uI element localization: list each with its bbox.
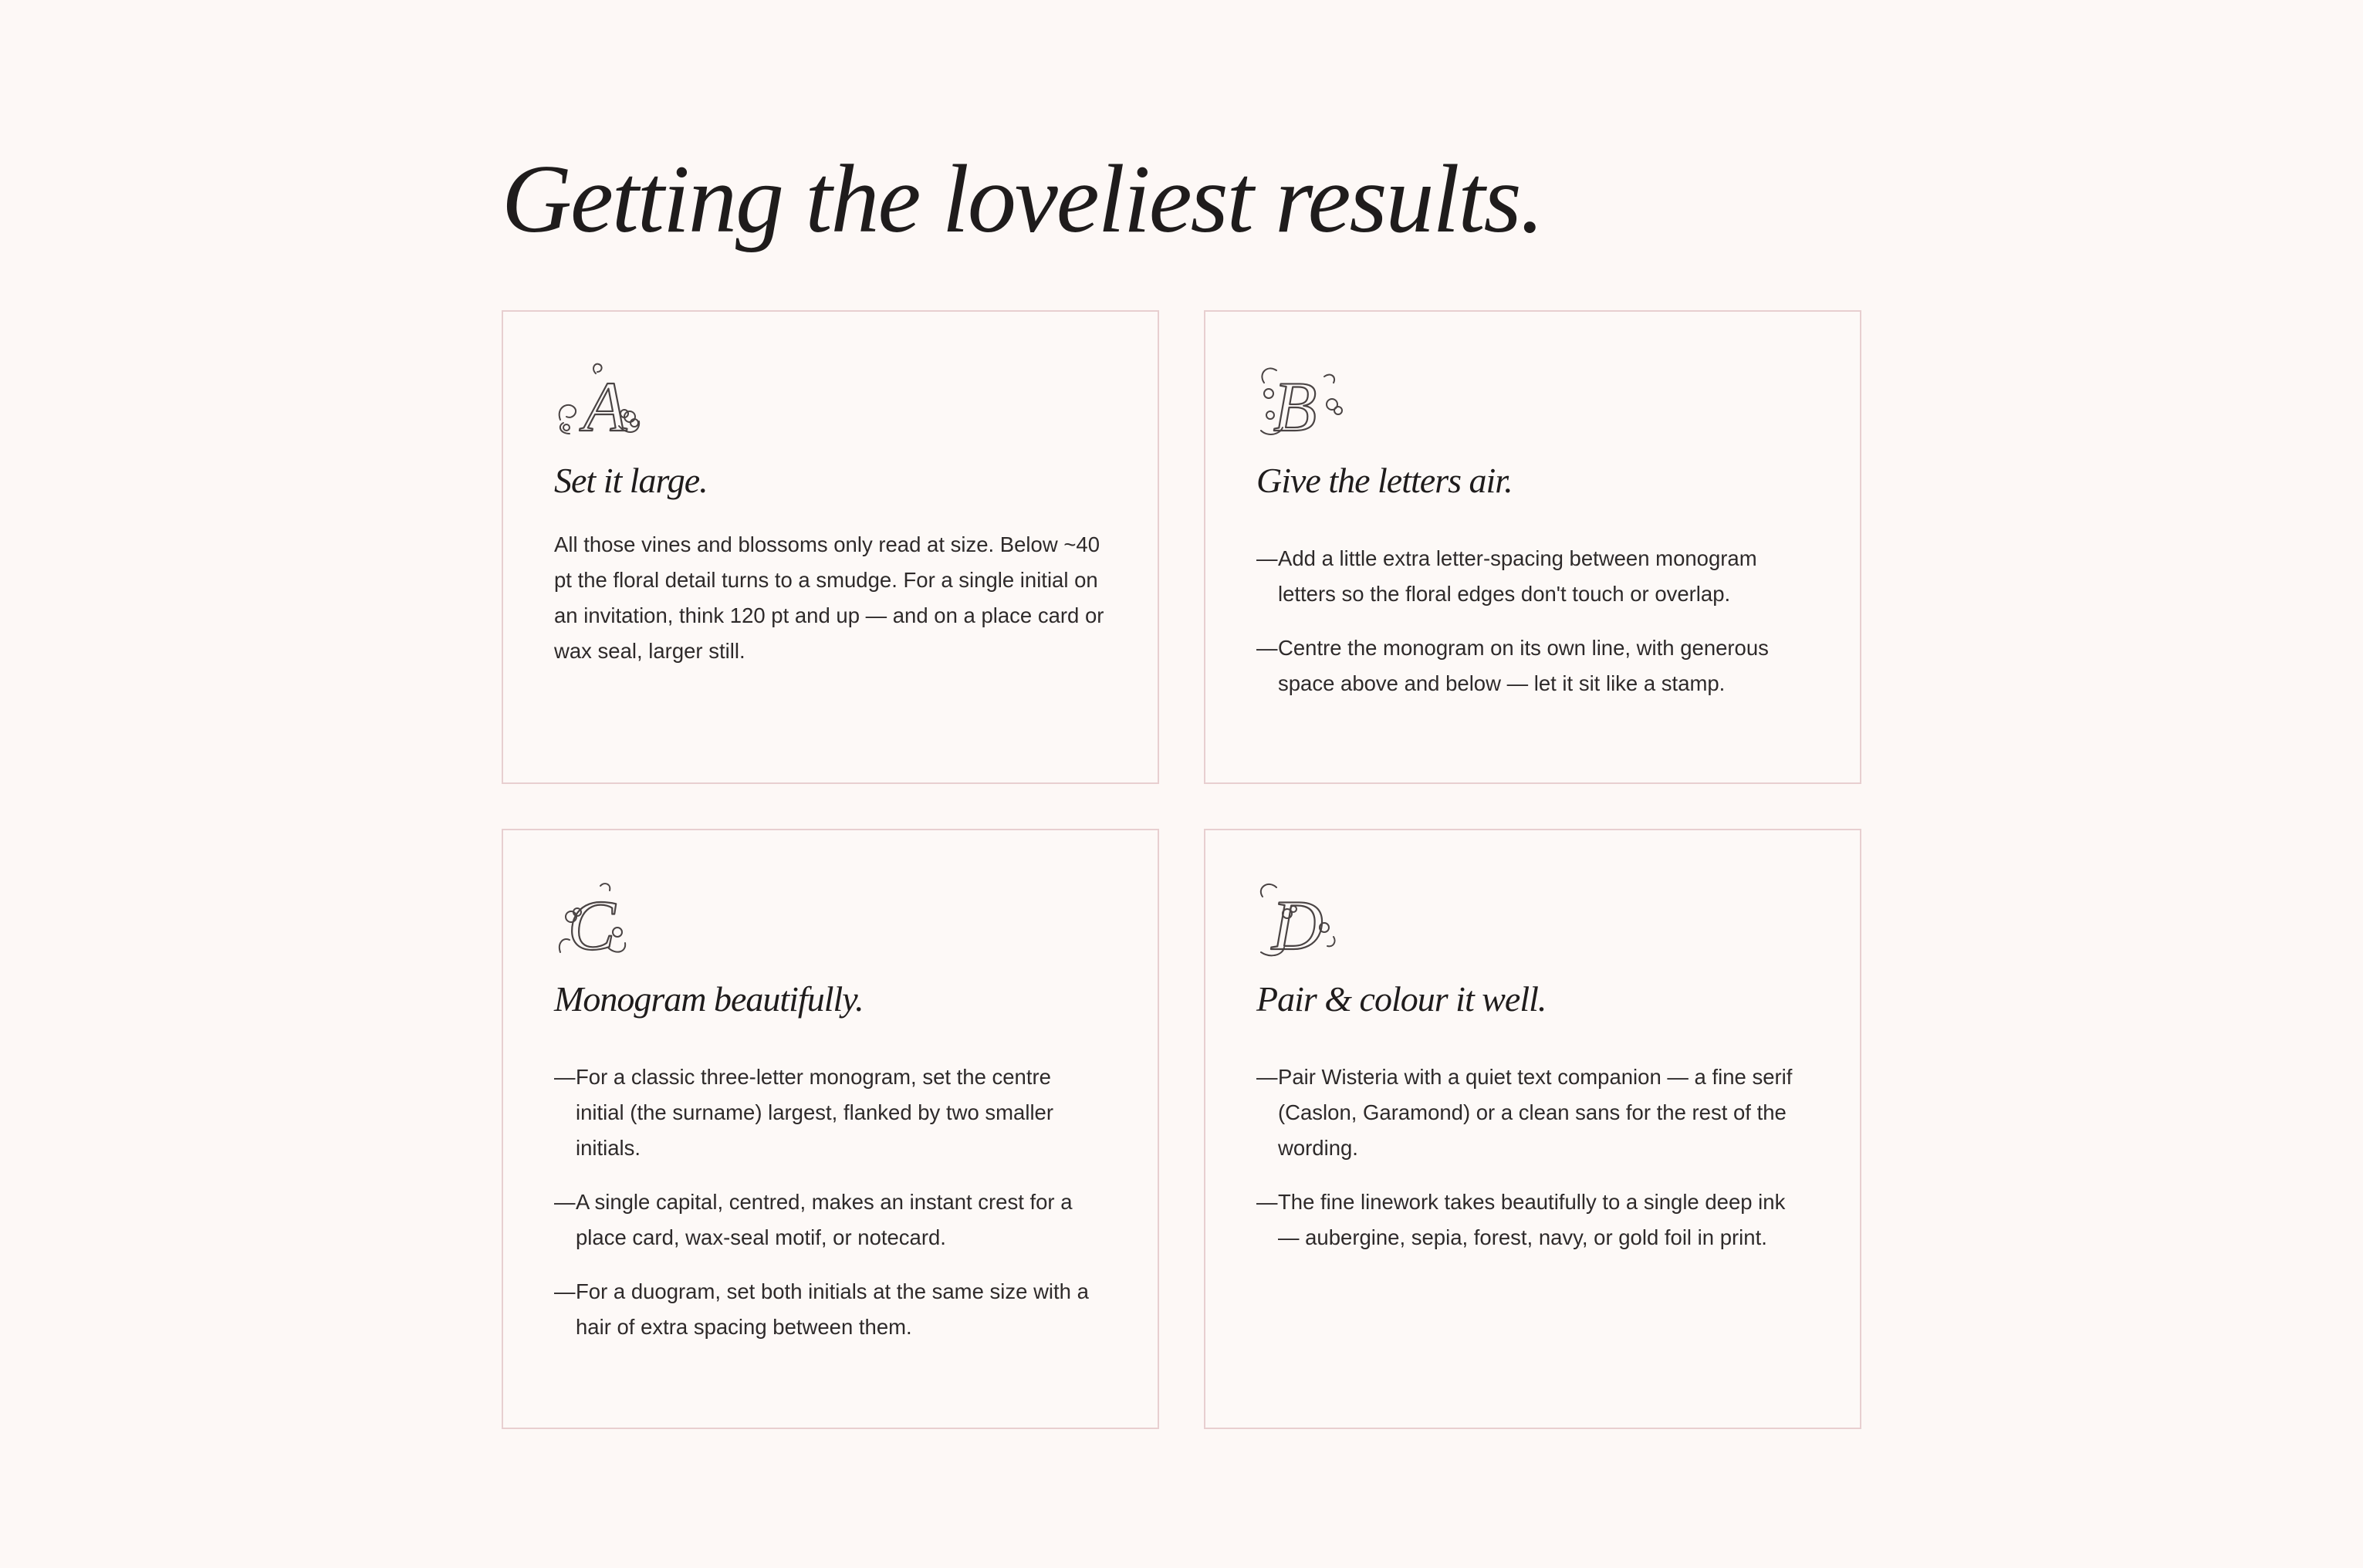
list-item [554, 1184, 1104, 1255]
floral-monogram-d-icon [1256, 878, 1347, 958]
card-title: Set it large. [554, 461, 708, 500]
list-item-text: Add a little extra letter-spacing between monogram letters so the floral edges don't touch or overlap. [1278, 546, 1757, 606]
bullet-dash: — [1256, 635, 1278, 660]
bullet-dash: — [554, 1279, 576, 1303]
tip-card-pair-and-colour [1204, 829, 1861, 1429]
svg-text:A: A [583, 367, 627, 440]
card-title: Pair & colour it well. [1256, 979, 1547, 1019]
tip-list [1256, 541, 1806, 701]
list-item-text: For a duogram, set both initials at the same size with a hair of extra spacing between them. [576, 1279, 1089, 1339]
page-title: Getting the loveliest results. [502, 146, 1543, 253]
svg-text:C: C [568, 886, 616, 958]
bullet-dash: — [1256, 1189, 1278, 1214]
tips-grid [502, 310, 1861, 1429]
floral-monogram-a-icon [554, 360, 645, 440]
tip-card-set-it-large [502, 310, 1159, 784]
list-item [554, 1274, 1104, 1345]
list-item-text: Centre the monogram on its own line, with generous space above and below — let it sit like a stamp. [1278, 635, 1769, 695]
card-title: Monogram beautifully. [554, 979, 864, 1019]
svg-text:D: D [1272, 886, 1323, 958]
tip-list [554, 1059, 1104, 1345]
bullet-dash: — [554, 1064, 576, 1089]
card-title: Give the letters air. [1256, 461, 1513, 500]
floral-monogram-b-icon [1256, 360, 1347, 440]
list-item-text: A single capital, centred, makes an instant crest for a place card, wax-seal motif, or notecard. [576, 1189, 1073, 1249]
list-item [1256, 630, 1806, 701]
bullet-dash: — [1256, 1064, 1278, 1089]
list-item-text: Pair Wisteria with a quiet text companion — a fine serif (Caslon, Garamond) or a clean sans for the rest of the wording. [1278, 1064, 1793, 1160]
tip-card-monogram-beautifully [502, 829, 1159, 1429]
card-body-text: All those vines and blossoms only read at size. Below ~40 pt the floral detail turns to a smudge. For a single initial on an invitation, think 120 pt and up — and on a place card or wax seal, larger still. [554, 532, 1104, 663]
svg-text:B: B [1273, 367, 1317, 440]
bullet-dash: — [554, 1189, 576, 1214]
list-item [1256, 541, 1806, 612]
bullet-dash: — [1256, 546, 1278, 570]
list-item [554, 1059, 1104, 1166]
tip-list [1256, 1059, 1806, 1255]
list-item [1256, 1059, 1806, 1166]
floral-monogram-c-icon [554, 878, 645, 958]
tip-card-give-letters-air [1204, 310, 1861, 784]
list-item-text: For a classic three-letter monogram, set the centre initial (the surname) largest, flanked by two smaller initials. [576, 1064, 1054, 1160]
list-item [1256, 1184, 1806, 1255]
list-item-text: The fine linework takes beautifully to a single deep ink — aubergine, sepia, forest, navy, or gold foil in print. [1278, 1189, 1786, 1249]
